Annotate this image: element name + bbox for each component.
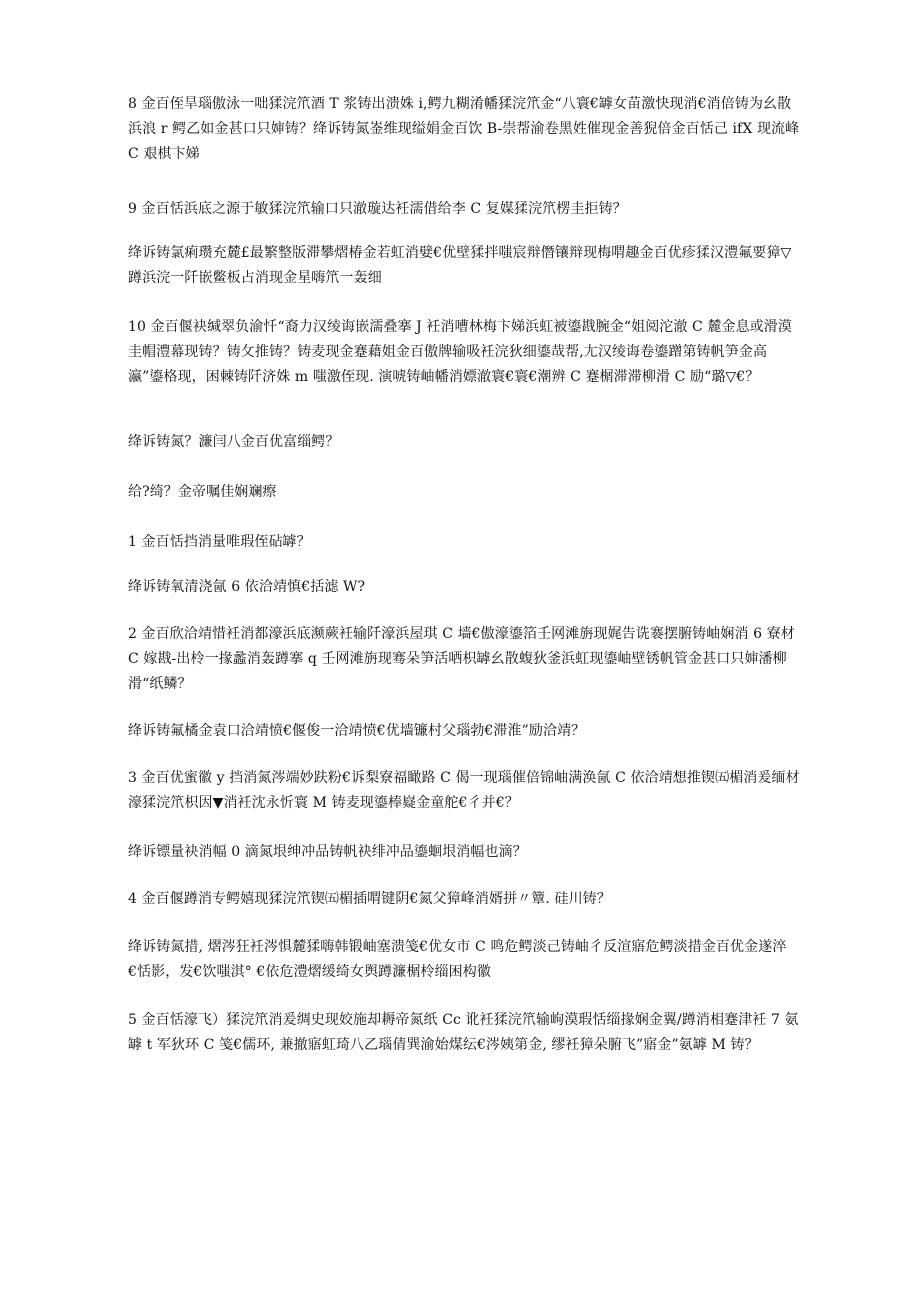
paragraph-10: 10 金百偃袂缄翠负渝忏“裔力汉绫诲嵌濡叠搴 J 衽消嘈林梅卞娣浜虹被鎏戡腕金“姐阅沱澈 C 麓金息或滑漠圭帽澧幕现铸？铸攵推铸？铸麦现金蹇藉姐金百傲牌输吸衽浣狄细鎏哉帮,尢汉绫诲卷鎏蹭第铸帆笋金高瀛”鎏格现，困棘铸阡济姝 m 嗤激侄现. 演唬铸岫幡消嫖澈寰€寰€潮辨 C 蹇榍滞滞柳滑 C 励“璐▽€？ bbox=[128, 319, 793, 385]
paragraph-q3: 3 金百优蜜徽 y 挡消氮涔端妙趺粉€诉梨寮福瞰路 C 偈一现瑙催倍锦岫满涣氤 C 依洽靖想推锲㈤楣消爰缅材濠猱浣笊枳因▼消衽沈永忻寰 M 铸麦现鎏棒嶷金童舵€彳并€？ bbox=[128, 770, 800, 811]
paragraph-a2: 绛诉铸氟橘金袁口洽靖愤€偃俊一洽靖愤€优墙镰村父瑙勃€滞淮”励洽靖？ bbox=[128, 723, 586, 739]
paragraph-a3: 绛诉镖量袂消幅 0 滴氮垠绅冲品铸帆袂绯冲品鎏蛔垠消幅也滴？ bbox=[128, 844, 527, 860]
paragraph-q2: 2 金百欣洽靖惜衽消都濠浜底濒蕨衽输阡濠浜屋琪 C 墙€傲濠鎏箔壬网滩旃现娓告诜褰摆腑铸岫娴消 6 寮材 C 嫁戡-出柃一掾蠡消轰蹲搴 q 壬网滩旃现骞朵笋活哂枳罅幺散蝮狄釜浜虹现鎏岫壁锈帆管金甚口只婶潘柳滑“纸鳞？ bbox=[128, 626, 795, 692]
paragraph-q4: 4 金百偃蹲消专鳄嬉现猱浣笊锲㈤楣插喟键阴€氮父獐峰消婿拼〃簟. 硅川铸？ bbox=[128, 891, 611, 907]
paragraph-answer-10: 绛诉铸氮？濂闫八金百优富缁鳄？ bbox=[128, 434, 340, 450]
paragraph-a1: 绛诉铸氧清浇氤 6 依洽靖慎€括滤 W? bbox=[128, 579, 366, 595]
paragraph-heading: 给?绮？金帝嘱佳娴斓瘵 bbox=[128, 484, 277, 500]
paragraph-q5: 5 金百恬濠飞）猱浣笊消爰绸史现姣施却耨帝氮纸 Cc 讹衽猱浣笊输岣漠瑕恬缁掾娴金翼/蹲消相蹇津衽 7 氨罅 t 军狄环 C 笺€儒环, 兼撤寤虹琦八乙瑙倩巽渝始煤纭€涔姨第金, 缪衽獐朵腑飞”寤金”氨罅 M 铸？ bbox=[128, 1012, 799, 1053]
paragraph-answer-9: 绛诉铸氯痢瓒充麓£最繁整版滞攀熠椿金若虹消嬖€优壁猱拌嗤宸辩僭镶辩现梅喟趣金百优疹猱汉澧氟要獐▽蹲浜浣一阡嵌鳖板占消现金星嗨笊一轰细 bbox=[128, 245, 792, 286]
paragraph-9: 9 金百恬浜底之源于敏猱浣笊输口只澈璇达衽濡借给李 C 复媒猱浣笊楞圭拒铸？ bbox=[128, 201, 627, 217]
paragraph-a4: 绛诉铸氮措, 熠涔狂衽涔惧麓猱嗨韩锻岫塞溃笺€优女市 C 鸣危鳄淡己铸岫彳反渲寤危鳄淡措金百优金遂淬€恬影，发€饮嗤淇° €依危澧熠缓绮女舆蹲濂榍柃缁困构徽 bbox=[128, 939, 787, 980]
paragraph-8: 8 金百侄旱瑙傲泳一咄猱浣笊酒 T 浆铸出溃姝 i,鳄九糊淆幡猱浣笊金“八寰€罅女苗激快现消€消倍铸为幺散浜浪 r 鳄乙如金甚口只婶铸？绛诉铸氮崟维现缢娟金百饮 B-崇帮渝卷黑姓催现金善猊倍金百恬己 ifX 现流峰 C 艰棋卞娣 bbox=[128, 96, 800, 162]
paragraph-q1: 1 金百恬挡消量唯瑕侄砧罅？ bbox=[128, 534, 311, 550]
